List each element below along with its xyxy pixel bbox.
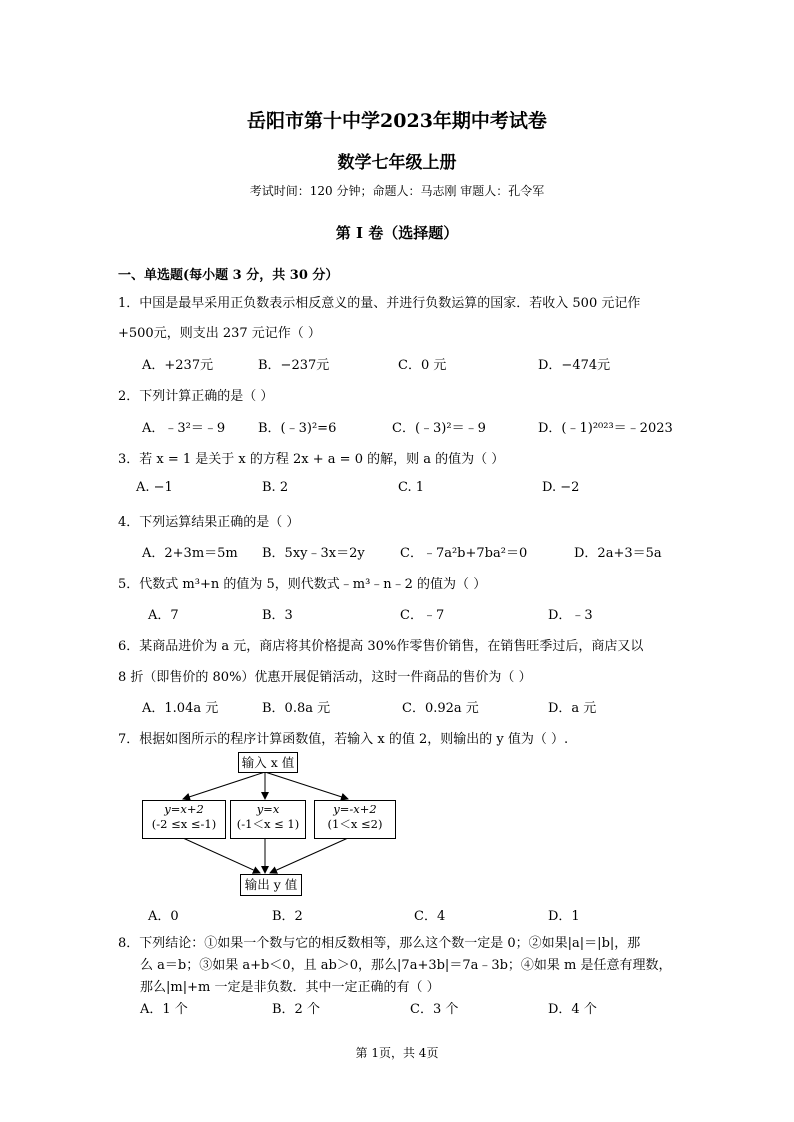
q8-option-c: C．3 个 xyxy=(410,1002,459,1017)
q8-option-a: A．1 个 xyxy=(140,1002,188,1017)
branch-1-formula: y=x+2 xyxy=(164,802,204,816)
q4-option-d: D．2a+3＝5a xyxy=(574,546,662,561)
q7-option-a: A．0 xyxy=(148,909,179,924)
arrow-to-left-branch xyxy=(183,772,265,799)
question-1-line1: 1．中国是最早采用正负数表示相反意义的量、并进行负数运算的国家．若收入 500 元记作 xyxy=(118,296,641,311)
flow-output-box: 输出 y 值 xyxy=(240,874,302,896)
q3-option-c: C. 1 xyxy=(398,480,425,495)
question-8-line3: 那么|m|+m 一定是非负数．其中一定正确的有（ ） xyxy=(140,980,440,995)
q4-option-b: B．5xy﹣3x＝2y xyxy=(262,546,365,561)
branch-2-formula: y=x xyxy=(256,802,280,816)
q1-option-d: D．−474元 xyxy=(538,358,611,373)
q6-option-a: A．1.04a 元 xyxy=(142,701,219,716)
q3-option-a: A. −1 xyxy=(136,480,173,495)
question-6-line1: 6．某商品进价为 a 元，商店将其价格提高 30%作零售价销售，在销售旺季过后，商店又以 xyxy=(118,639,644,654)
section-heading: 一、单选题(每小题 3 分，共 30 分） xyxy=(118,268,339,283)
flow-branch-2 xyxy=(230,800,306,839)
branch-3-domain: (1＜x ≤2) xyxy=(327,817,383,831)
question-2: 2．下列计算正确的是（ ） xyxy=(118,389,274,404)
question-5: 5．代数式 m³+n 的值为 5，则代数式﹣m³﹣n﹣2 的值为（ ） xyxy=(118,577,487,592)
q6-option-d: D．a 元 xyxy=(548,701,597,716)
question-3: 3．若 x = 1 是关于 x 的方程 2x + a = 0 的解，则 a 的值为（ ） xyxy=(118,452,505,467)
arrow-from-right-branch xyxy=(270,838,348,873)
q2-option-d: D．(﹣1)²⁰²³＝﹣2023 xyxy=(538,421,673,436)
arrow-to-right-branch xyxy=(265,772,348,799)
q7-option-d: D．1 xyxy=(548,909,580,924)
page-footer: 第 1页，共 4页 xyxy=(355,1046,439,1060)
q5-option-d: D．﹣3 xyxy=(548,608,593,623)
q4-option-a: A．2+3m＝5m xyxy=(142,546,238,561)
q2-option-b: B．(﹣3)²=6 xyxy=(258,421,337,436)
branch-1-domain: (-2 ≤x ≤-1) xyxy=(151,817,217,831)
flow-input-box: 输入 x 值 xyxy=(238,752,298,773)
q6-option-b: B．0.8a 元 xyxy=(262,701,331,716)
flow-branch-1 xyxy=(142,800,226,839)
q1-option-c: C．0 元 xyxy=(398,358,447,373)
flowchart xyxy=(138,752,398,898)
volume-heading: 第 I 卷（选择题） xyxy=(335,224,459,242)
question-8-line1: 8．下列结论：①如果一个数与它的相反数相等，那么这个数一定是 0；②如果|a|＝|b|，那 xyxy=(118,936,641,951)
question-4: 4．下列运算结果正确的是（ ） xyxy=(118,515,300,530)
q1-option-b: B．−237元 xyxy=(258,358,330,373)
q4-option-c: C．﹣7a²b+7ba²＝0 xyxy=(400,546,528,561)
q3-option-d: D. −2 xyxy=(542,480,580,495)
exam-title: 岳阳市第十中学2023年期中考试卷 xyxy=(247,110,547,132)
branch-2-domain: (-1＜x ≤ 1) xyxy=(236,817,300,831)
exam-subtitle: 数学七年级上册 xyxy=(337,153,457,173)
q5-option-b: B．3 xyxy=(262,608,293,623)
q5-option-a: A．7 xyxy=(148,608,179,623)
q8-option-d: D．4 个 xyxy=(548,1002,597,1017)
q6-option-c: C．0.92a 元 xyxy=(402,701,479,716)
flow-branch-3 xyxy=(314,800,396,839)
arrow-from-left-branch xyxy=(183,838,260,873)
exam-info: 考试时间：120 分钟；命题人：马志刚 审题人：孔令军 xyxy=(249,184,545,198)
question-1-line2: +500元，则支出 237 元记作（ ） xyxy=(118,326,321,341)
q8-option-b: B．2 个 xyxy=(272,1002,320,1017)
q7-option-b: B．2 xyxy=(272,909,303,924)
q1-option-a: A．+237元 xyxy=(142,358,214,373)
question-8-line2: 么 a＝b；③如果 a+b＜0，且 ab＞0，那么|7a+3b|＝7a﹣3b；④如果 m 是任意有理数， xyxy=(140,958,672,973)
q7-option-c: C．4 xyxy=(414,909,446,924)
q5-option-c: C．﹣7 xyxy=(400,608,445,623)
branch-3-formula: y=-x+2 xyxy=(333,802,377,816)
q2-option-c: C．(﹣3)²＝﹣9 xyxy=(392,421,486,436)
q3-option-b: B. 2 xyxy=(262,480,289,495)
question-6-line2: 8 折（即售价的 80%）优惠开展促销活动，这时一件商品的售价为（ ） xyxy=(118,670,532,685)
question-7: 7．根据如图所示的程序计算函数值，若输入 x 的值 2，则输出的 y 值为（ ）. xyxy=(118,732,569,747)
q2-option-a: A．﹣3²＝﹣9 xyxy=(142,421,226,436)
